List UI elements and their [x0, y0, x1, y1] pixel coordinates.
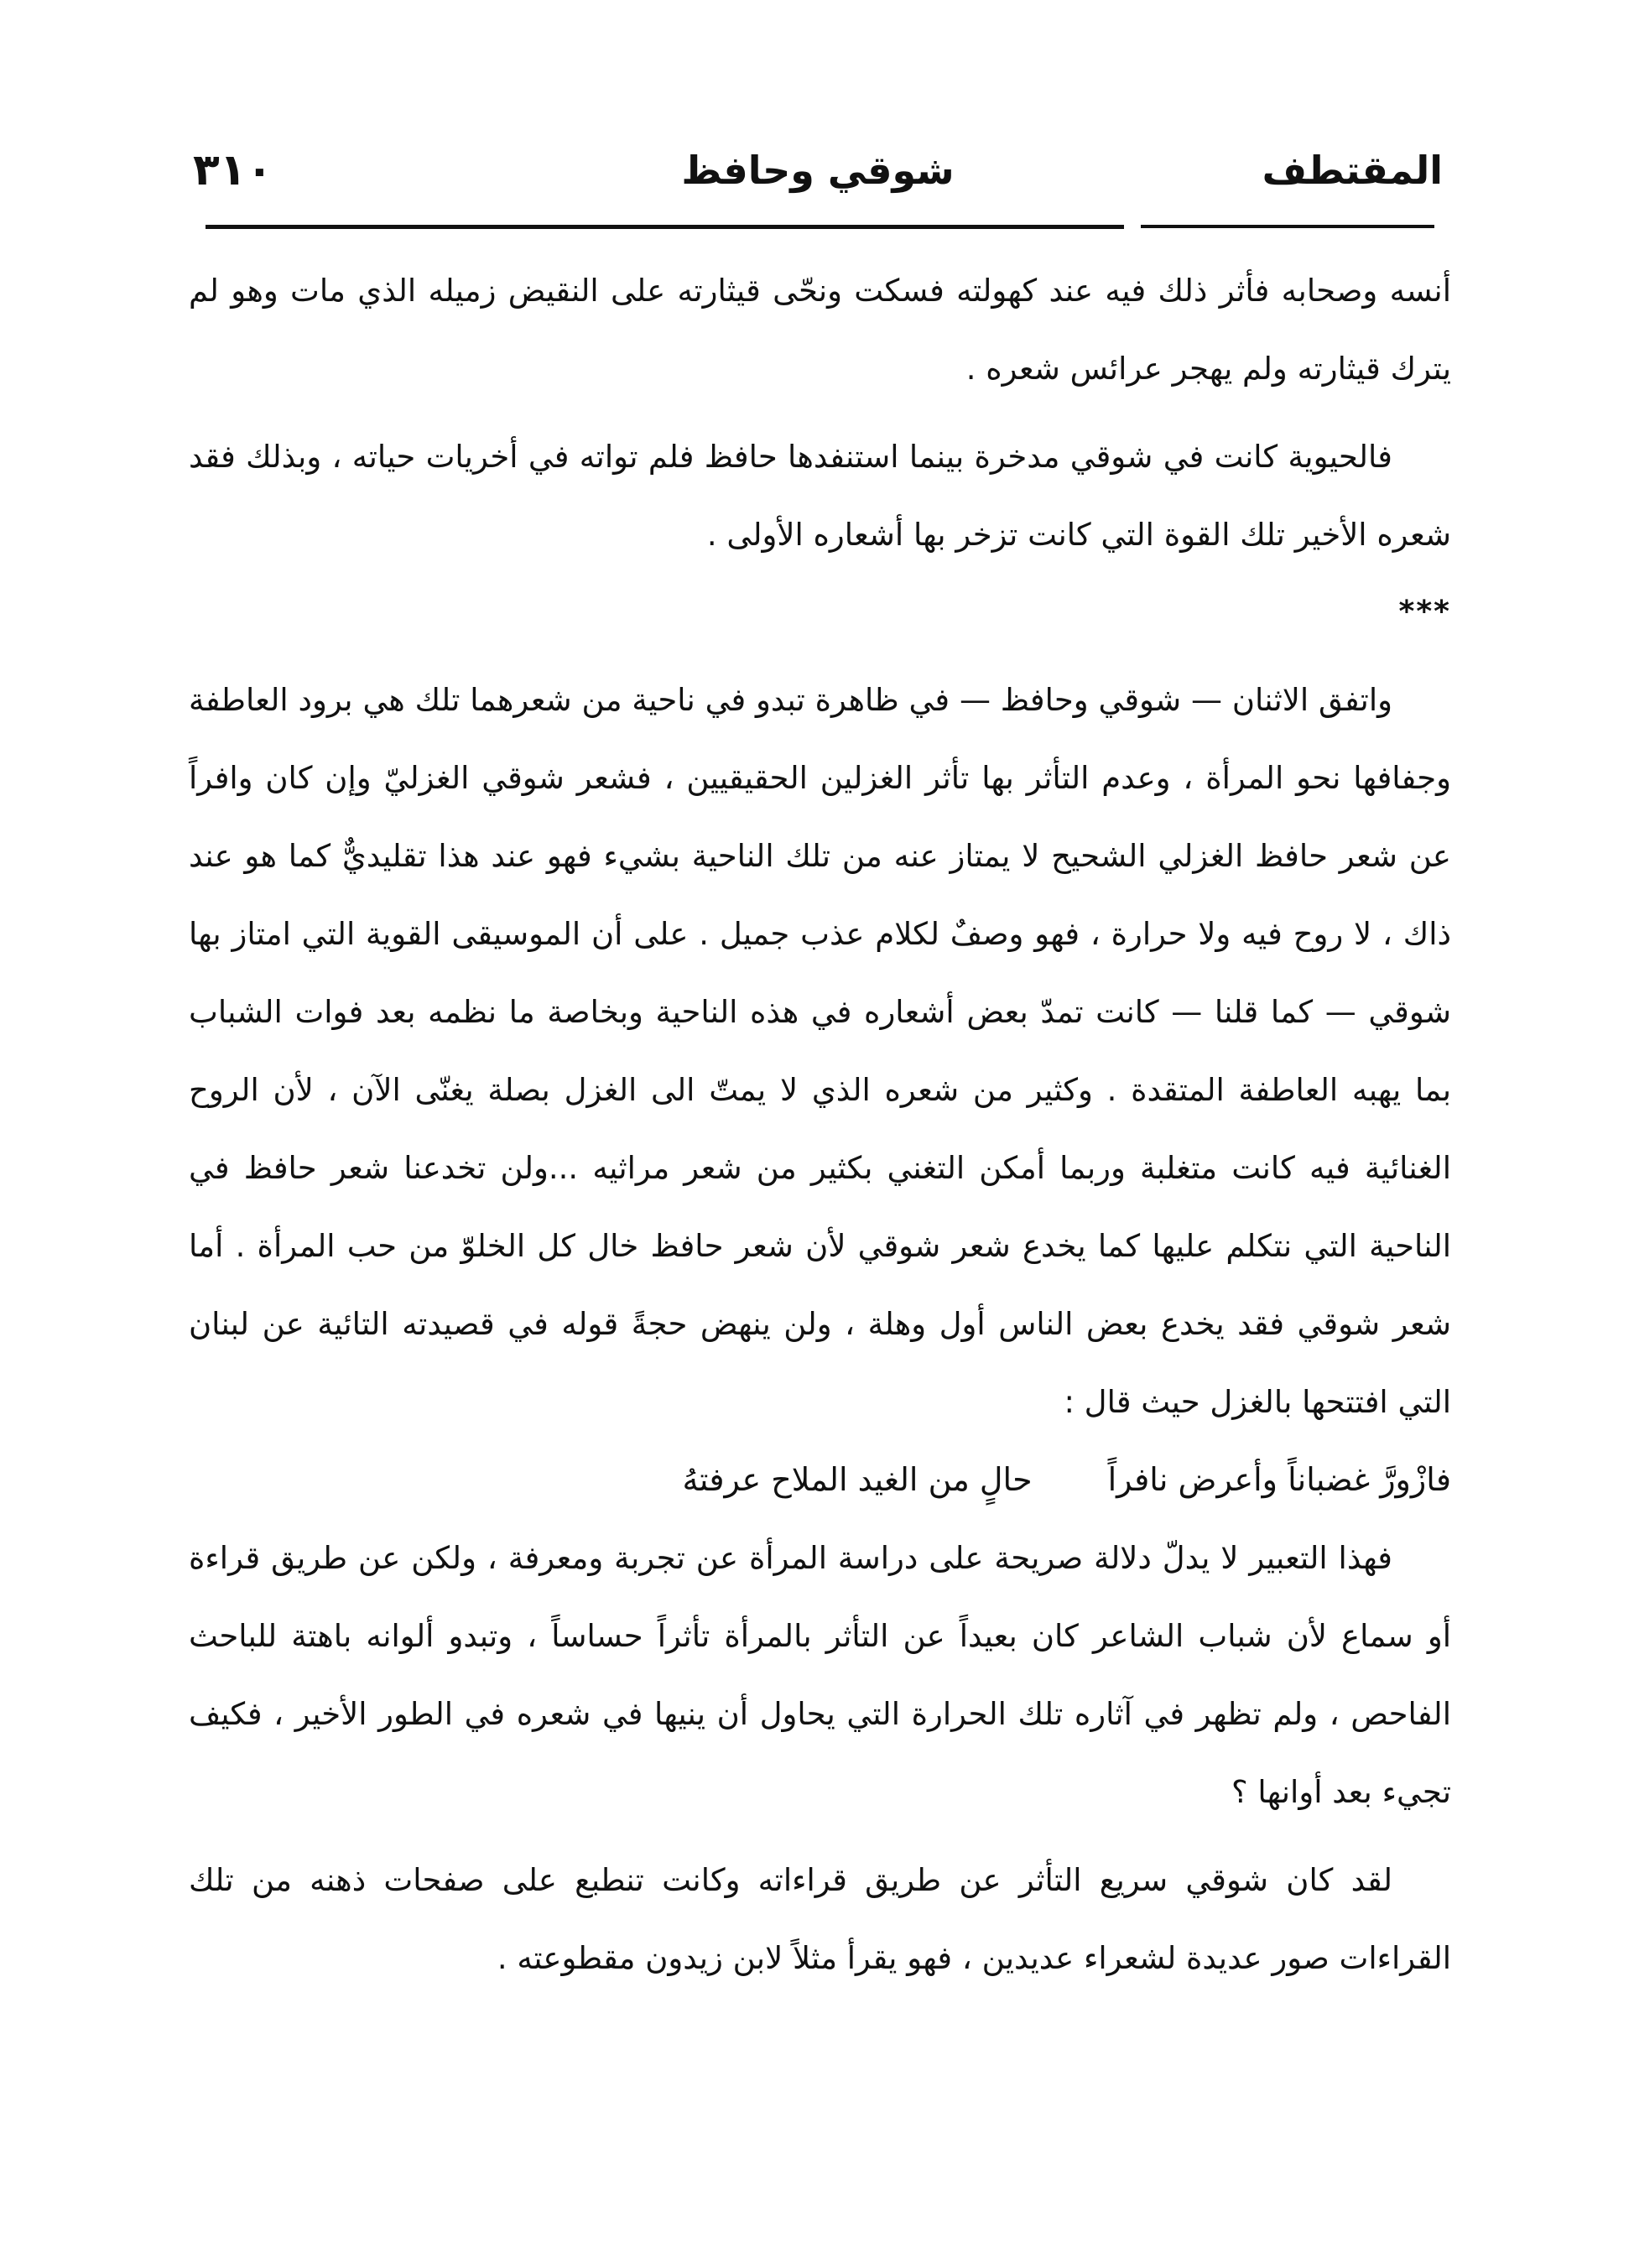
- article-body: [189, 252, 1451, 1997]
- running-head: [193, 141, 1443, 200]
- header-rule-left: [206, 225, 1124, 229]
- page-number: ٣١٠: [193, 145, 273, 195]
- journal-name: المقتطف: [1262, 148, 1443, 193]
- header-rule-right: [1141, 225, 1434, 228]
- paragraph-3: واتفق الاثنان — شوقي وحافظ — في ظاهرة تبدو في ناحية من شعرهما تلك هي برود العاطفة وجفافها نحو المرأة ، وعدم التأثر بها تأثر الغزلين الحقيقيين ، فشعر شوقي الغزليّ وإن كان وافراً عن شعر حافظ الغزلي الشحيح لا يمتاز عنه من تلك الناحية بشيء فهو عند هذا تقليديٌّ كما هو عند ذاك ، لا روح فيه ولا حرارة ، فهو وصفٌ لكلام عذب جميل . على أن الموسيقى القوية التي امتاز بها شوقي — كما قلنا — كانت تمدّ بعض أشعاره في هذه الناحية وبخاصة ما نظمه بعد فوات الشباب بما يهبه العاطفة المتقدة . وكثير من شعره الذي لا يمتّ الى الغزل بصلة يغنّى الآن ، لأن الروح الغنائية فيه كانت متغلبة وربما أمكن التغني بكثير من شعر مراثيه ...ولن تخدعنا شعر حافظ في الناحية التي نتكلم عليها كما يخدع شعر شوقي لأن شعر حافظ خال كل الخلوّ من حب المرأة . أما شعر شوقي فقد يخدع بعض الناس أول وهلة ، ولن ينهض حجةً قوله في قصيدته التائية عن لبنان التي افتتحها بالغزل حيث قال :: [189, 682, 1451, 1420]
- paragraph-2: فالحيوية كانت في شوقي مدخرة بينما استنفدها حافظ فلم تواته في أخريات حياته ، وبذلك فقد شعره الأخير تلك القوة التي كانت تزخر بها أشعاره الأولى .: [189, 439, 1451, 553]
- poem-verse: [189, 1441, 1451, 1519]
- paragraph-4: فهذا التعبير لا يدلّ دلالة صريحة على دراسة المرأة عن تجربة ومعرفة ، ولكن عن طريق قراءة أو سماع لأن شباب الشاعر كان بعيداً عن التأثر بالمرأة تأثراً حساساً ، وتبدو ألوانه باهتة للباحث الفاحص ، ولم تظهر في آثاره تلك الحرارة التي يحاول أن ينيها في شعره في الطور الأخير ، فكيف تجيء بعد أوانها ؟: [189, 1540, 1451, 1810]
- verse-first-hemistich: فازْورَّ غضباناً وأعرض نافراً: [1107, 1461, 1451, 1498]
- article-title: شوقي وحافظ: [681, 148, 955, 193]
- verse-second-hemistich: حالٍ من الغيد الملاح عرفتهُ: [682, 1461, 1033, 1498]
- section-separator: ***: [1398, 595, 1451, 629]
- paragraph-5: لقد كان شوقي سريع التأثر عن طريق قراءاته وكانت تنطبع على صفحات ذهنه من تلك القراءات صور عديدة لشعراء عديدين ، فهو يقرأ مثلاً لابن زيدون مقطوعته .: [189, 1862, 1451, 1976]
- paragraph-1: أنسه وصحابه فأثر ذلك فيه عند كهولته فسكت ونحّى قيثارته على النقيض زميله الذي مات وهو لم يترك قيثارته ولم يهجر عرائس شعره .: [189, 273, 1451, 387]
